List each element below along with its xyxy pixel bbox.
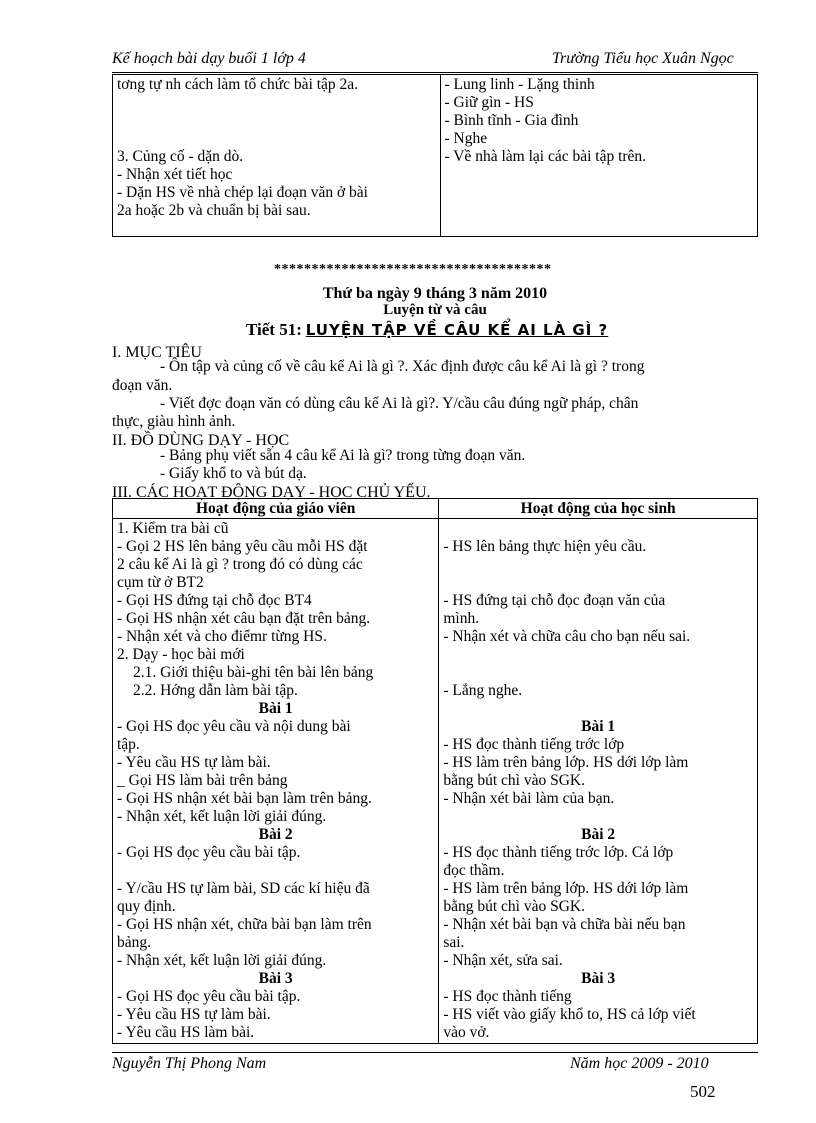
teacher-line — [117, 862, 434, 880]
student-line — [443, 520, 753, 538]
top-left-line: 3. Củng cố - dặn dò. — [117, 148, 244, 165]
student-line — [443, 646, 753, 664]
student-exercise-heading: Bài 3 — [581, 970, 616, 987]
teacher-line: - Nhận xét và cho điểmr từng HS. — [117, 628, 327, 645]
student-line: - HS làm trên bảng lớp. HS dới lớp làm — [443, 880, 689, 897]
teacher-activities-cell — [113, 519, 439, 1044]
teacher-line: bảng. — [117, 934, 152, 951]
top-table-left-cell — [113, 75, 441, 237]
teacher-line: 2.1. Giới thiệu bài-ghi tên bài lên bảng — [133, 664, 374, 681]
top-right-line: - Về nhà làm lại các bài tập trên. — [444, 148, 647, 165]
header-left: Kế hoạch bài dạy buổi 1 lớp 4 — [112, 50, 306, 67]
student-line — [443, 556, 753, 574]
student-line: - HS làm trên bảng lớp. HS dới lớp làm — [443, 754, 689, 771]
teacher-line: tập. — [117, 736, 140, 753]
teacher-line: - Gọi HS đọc yêu cầu và nội dung bài — [117, 718, 351, 735]
teacher-line: - Yêu cầu HS tự làm bài. — [117, 1006, 271, 1023]
teacher-line: - Gọi HS nhận xét, chữa bài bạn làm trên — [117, 916, 372, 933]
teacher-line: - Gọi HS đọc yêu cầu bài tập. — [117, 988, 301, 1005]
teacher-line: - Gọi HS nhận xét bài bạn làm trên bảng. — [117, 790, 372, 807]
top-right-line: - Nghe — [444, 130, 488, 147]
teacher-line: 2.2. Hớng dẫn làm bài tập. — [133, 682, 298, 699]
teacher-line: cụm từ ở BT2 — [117, 574, 204, 591]
student-line: - Nhận xét bài bạn và chữa bài nếu bạn — [443, 916, 686, 933]
student-line — [443, 664, 753, 682]
student-line — [443, 574, 753, 592]
student-line: - Nhận xét và chữa câu cho bạn nếu sai. — [443, 628, 691, 645]
top-left-line: tơng tự nh cách làm tổ chức bài tập 2a. — [117, 76, 359, 93]
lesson-title-line — [246, 320, 608, 340]
teacher-line: 2 câu kể Ai là gì ? trong đó có dùng các — [117, 556, 363, 573]
teacher-line: - Gọi HS đọc yêu cầu bài tập. — [117, 844, 301, 861]
top-left-line: - Nhận xét tiết học — [117, 166, 233, 183]
top-right-line: - Lung linh - Lặng thinh — [444, 76, 595, 93]
subject-line: Luyện từ và câu — [383, 302, 487, 318]
page-number: 502 — [690, 1082, 716, 1101]
footer-author: Nguyễn Thị Phong Nam — [112, 1055, 267, 1072]
teacher-line: - Yêu cầu HS tự làm bài. — [117, 754, 271, 771]
footer-rule — [112, 1052, 758, 1053]
section-3-title: III. CÁC HOẠT ĐỘNG DẠY - HỌC CHỦ YẾU. — [112, 484, 431, 501]
section-1-para-1a: - Ôn tập và củng cố về câu kể Ai là gì ?. Xác định được câu kể Ai là gì ? trong — [160, 358, 645, 375]
section-2-line-2: - Giấy khổ to và bút dạ. — [160, 465, 307, 482]
top-table — [112, 74, 758, 237]
teacher-line: - Gọi HS đứng tại chỗ đọc BT4 — [117, 592, 312, 609]
teacher-line: - Nhận xét, kết luận lời giải đúng. — [117, 808, 327, 825]
section-1-para-2a: - Viết đợc đoạn văn có dùng câu kể Ai là gì?. Y/cầu câu đúng ngữ pháp, chân — [160, 395, 639, 412]
student-line: - Nhận xét, sửa sai. — [443, 952, 563, 969]
student-activities-cell — [439, 519, 758, 1044]
teacher-line: - Gọi HS nhận xét câu bạn đặt trên bảng. — [117, 610, 371, 627]
teacher-line: quy định. — [117, 898, 176, 915]
section-1-title: I. MỤC TIÊU — [112, 344, 202, 361]
teacher-line: - Gọi 2 HS lên bảng yêu cầu mỗi HS đặt — [117, 538, 368, 555]
stars-separator: ************************************* — [274, 262, 552, 277]
section-2-title: II. ĐỒ DÙNG DẠY - HỌC — [112, 432, 290, 449]
teacher-line: - Y/cầu HS tự làm bài, SD các kí hiệu đã — [117, 880, 370, 897]
header-right: Trường Tiểu học Xuân Ngọc — [552, 50, 734, 67]
date-line: Thứ ba ngày 9 tháng 3 năm 2010 — [322, 285, 548, 302]
top-left-line: - Dặn HS về nhà chép lại đoạn văn ở bài — [117, 184, 368, 201]
table-head-teacher: Hoạt động của giáo viên — [113, 499, 439, 519]
student-line: bằng bút chì vào SGK. — [443, 772, 585, 789]
student-line: bằng bút chì vào SGK. — [443, 898, 585, 915]
student-line — [443, 700, 753, 718]
student-line: - HS đọc thành tiếng trớc lớp — [443, 736, 625, 753]
teacher-line: - Yêu cầu HS làm bài. — [117, 1024, 255, 1041]
top-left-line — [117, 130, 436, 148]
top-table-right-cell — [440, 75, 758, 237]
student-exercise-heading: Bài 2 — [581, 826, 616, 843]
teacher-exercise-heading: Bài 2 — [258, 826, 293, 843]
lesson-prefix: Tiết 51: — [246, 320, 302, 339]
student-exercise-heading: Bài 1 — [581, 718, 616, 735]
student-line: - HS đứng tại chỗ đọc đoạn văn của — [443, 592, 666, 609]
top-right-line: - Bình tĩnh - Gia đình — [444, 112, 579, 129]
student-line: sai. — [443, 934, 465, 951]
student-line: - Nhận xét bài làm của bạn. — [443, 790, 615, 807]
student-line: - HS đọc thành tiếng — [443, 988, 572, 1005]
teacher-exercise-heading: Bài 3 — [258, 970, 293, 987]
student-line: - Lắng nghe. — [443, 682, 523, 699]
top-left-line — [117, 112, 436, 130]
activity-table — [112, 498, 758, 1044]
teacher-line: 2. Dạy - học bài mới — [117, 646, 245, 663]
teacher-line: 1. Kiểm tra bài cũ — [117, 520, 229, 537]
student-line — [443, 808, 753, 826]
section-1-para-1b: đoạn văn. — [112, 377, 173, 394]
student-line: - HS đọc thành tiếng trớc lớp. Cả lớp — [443, 844, 674, 861]
student-line: - HS lên bảng thực hiện yêu cầu. — [443, 538, 647, 555]
section-2-line-1: - Bảng phụ viết sẵn 4 câu kể Ai là gì? trong từng đoạn văn. — [160, 447, 526, 464]
student-line: vào vở. — [443, 1024, 490, 1041]
teacher-line: - Nhận xét, kết luận lời giải đúng. — [117, 952, 327, 969]
student-line: đọc thầm. — [443, 862, 505, 879]
table-head-student: Hoạt động của học sinh — [439, 499, 758, 519]
top-right-line: - Giữ gìn - HS — [444, 94, 534, 111]
section-1-para-2b: thực, giàu hình ảnh. — [112, 413, 236, 430]
teacher-exercise-heading: Bài 1 — [258, 700, 293, 717]
footer-school-year: Năm học 2009 - 2010 — [570, 1055, 709, 1072]
teacher-line: _ Gọi HS làm bài trên bảng — [117, 772, 288, 789]
lesson-title: LUYỆN TẬP VỀ CÂU KỂ AI LÀ GÌ ? — [305, 321, 609, 339]
student-line: - HS viết vào giấy khổ to, HS cả lớp viết — [443, 1006, 696, 1023]
header-rule — [112, 72, 758, 73]
top-left-line — [117, 94, 436, 112]
top-left-line: 2a hoặc 2b và chuẩn bị bài sau. — [117, 202, 311, 219]
student-line: mình. — [443, 610, 480, 627]
